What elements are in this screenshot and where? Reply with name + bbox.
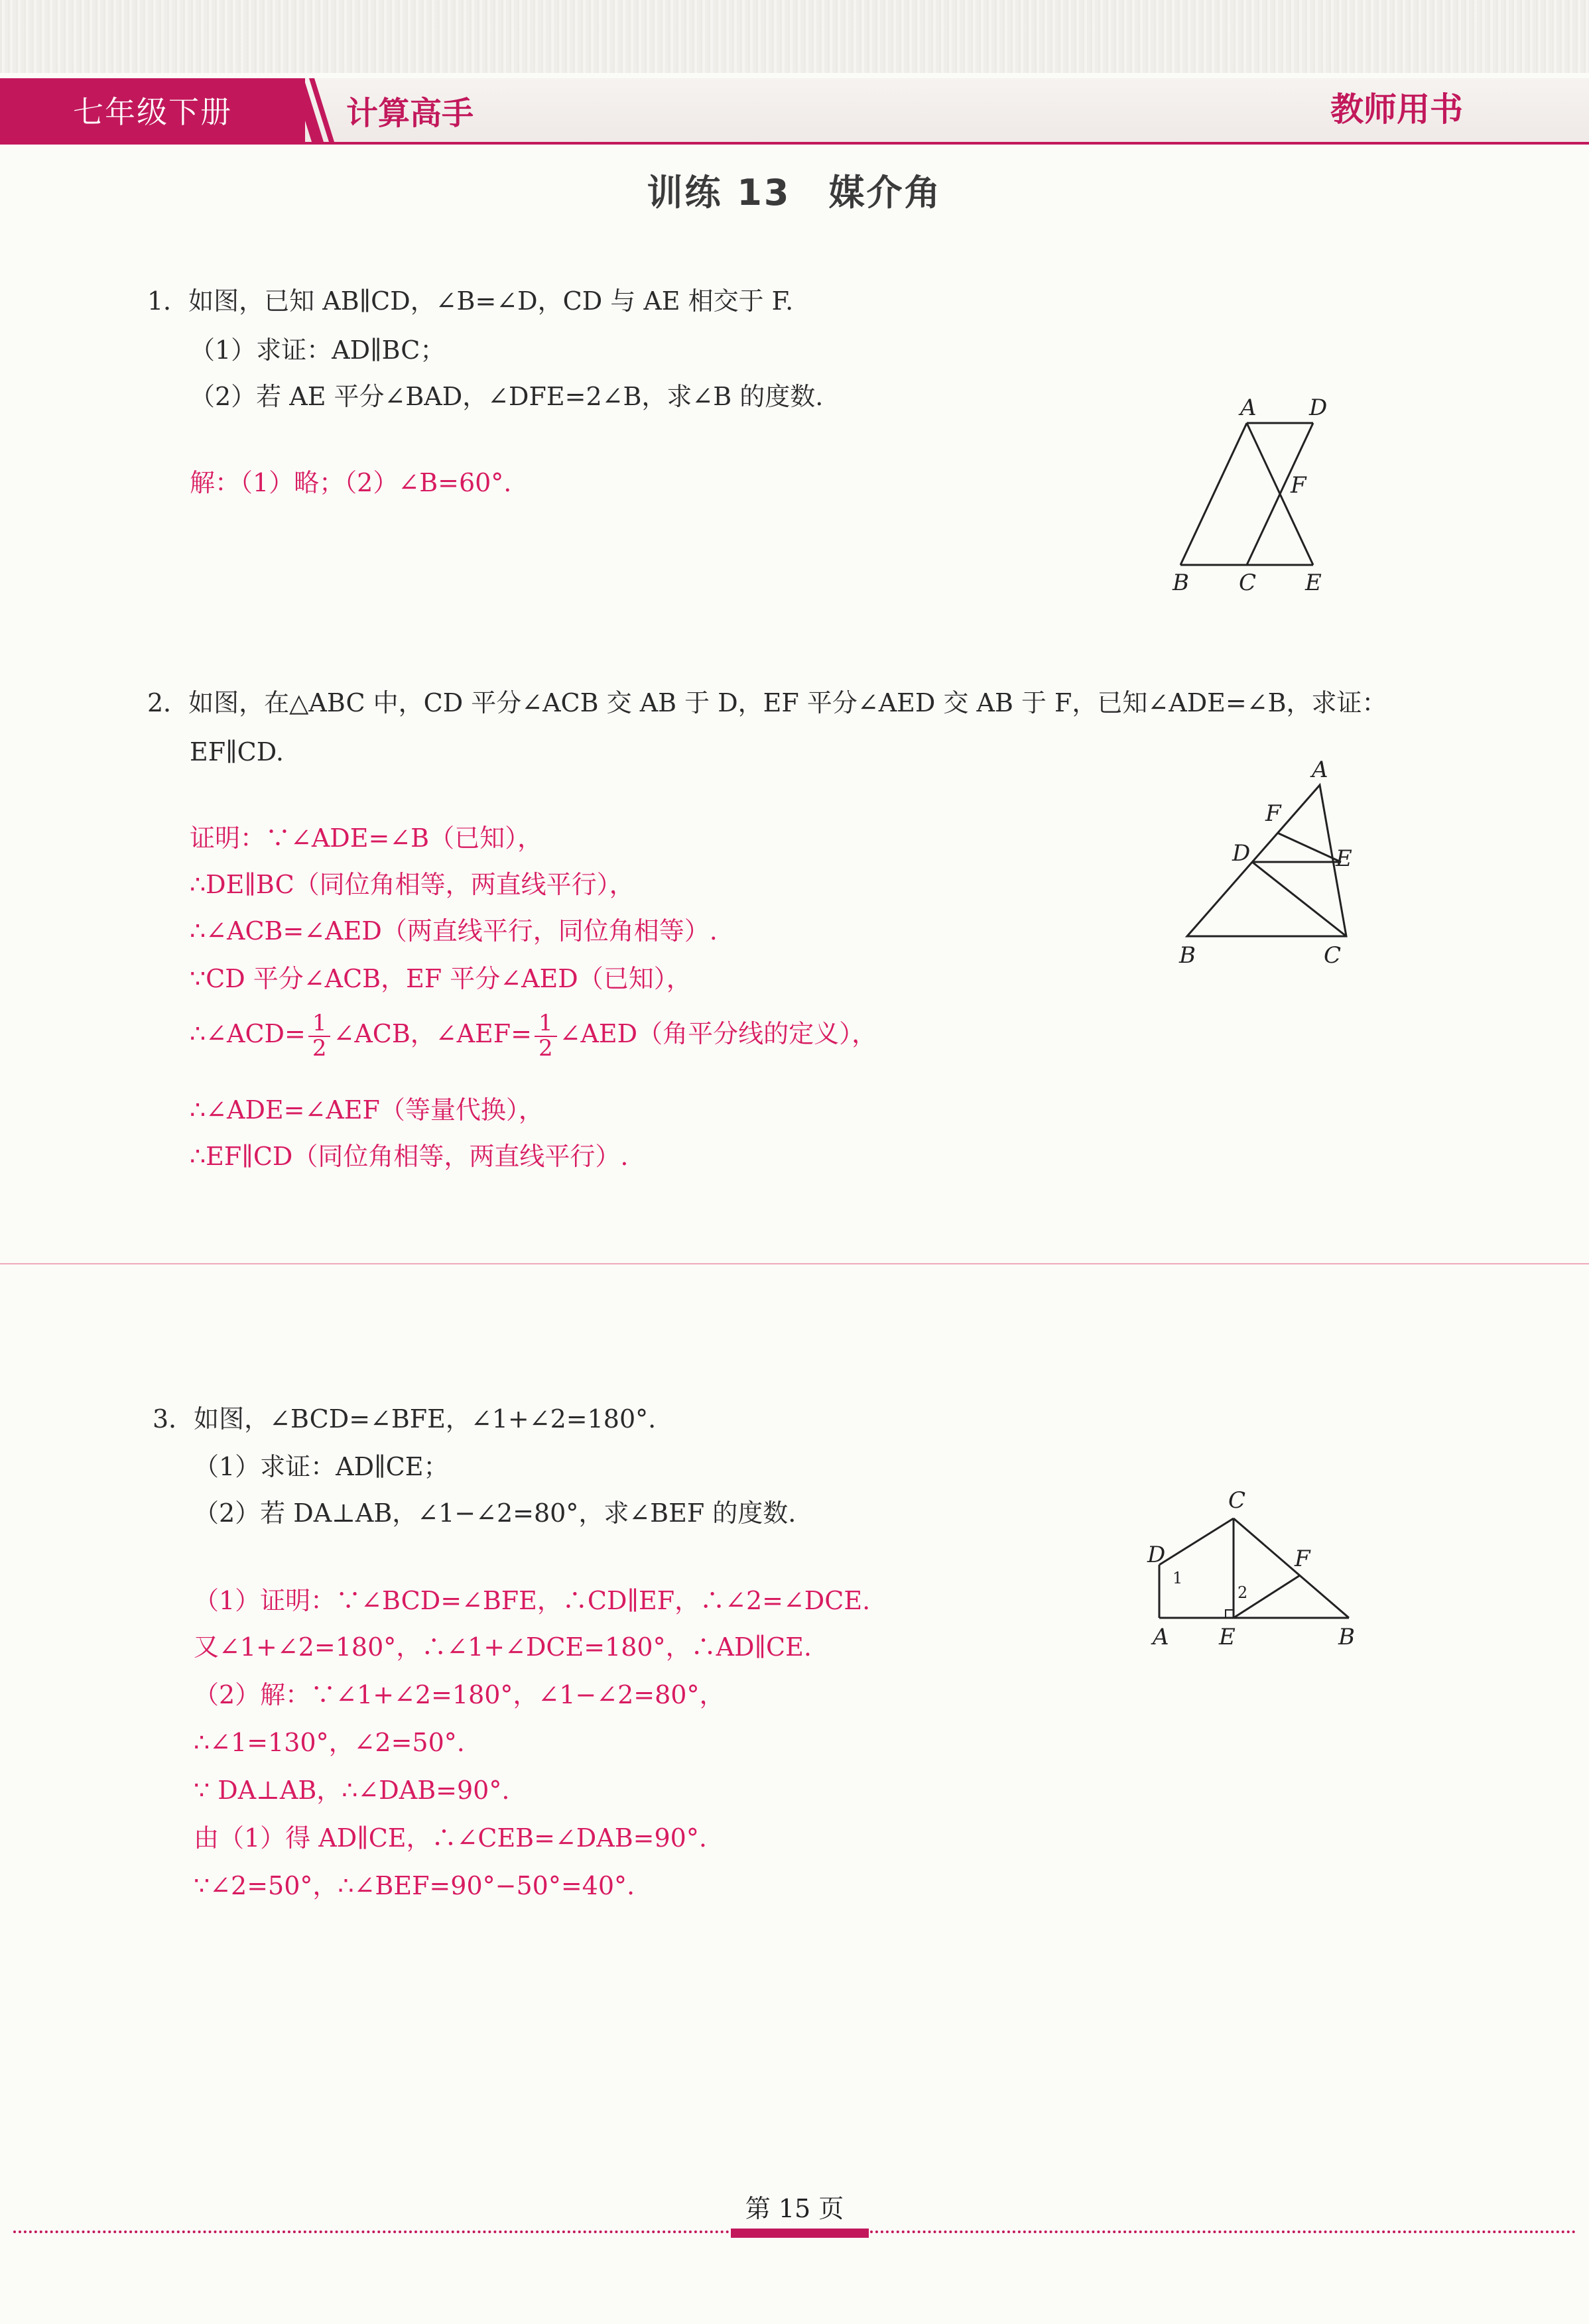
- p1-answer: 解：（1）略；（2）∠B=60°.: [190, 468, 512, 497]
- footer-bar: [731, 2229, 869, 2238]
- fraction-denominator: 2: [539, 1034, 553, 1062]
- p1-question-line-2: （1）求证：AD∥BC；: [190, 336, 446, 365]
- p1-question-line-1: 1．如图，已知 AB∥CD，∠B=∠D，CD 与 AE 相交于 F.: [147, 286, 794, 316]
- page-number: 第 15 页: [745, 2194, 844, 2223]
- teacher-edition-label: 教师用书: [1330, 90, 1463, 129]
- grade-label: 七年级下册: [0, 78, 305, 142]
- p2-label-C: C: [1324, 942, 1342, 969]
- p2-frac-prefix: ∴∠ACD=: [190, 1019, 306, 1049]
- p2-answer-line-2: ∴DE∥BC（同位角相等，两直线平行），: [190, 870, 635, 899]
- p2-figure: [1167, 749, 1366, 975]
- p1-label-C: C: [1239, 570, 1257, 596]
- p3-label-A: A: [1153, 1624, 1169, 1650]
- fraction-numerator: 1: [535, 1012, 557, 1037]
- p3-answer-line-7: ∵∠2=50°，∴∠BEF=90°−50°=40°.: [194, 1871, 635, 1900]
- p2-question-line-1: 2．如图，在△ABC 中，CD 平分∠ACB 交 AB 于 D，EF 平分∠AED 交 AB 于 F，已知∠ADE=∠B，求证：: [147, 688, 1387, 717]
- fraction-half-1: [308, 1012, 331, 1060]
- p3-label-E: E: [1219, 1624, 1236, 1650]
- p1-label-A: A: [1240, 395, 1257, 421]
- page-title: 训练 13 媒介角: [647, 172, 942, 214]
- p1-question-line-3: （2）若 AE 平分∠BAD，∠DFE=2∠B，求∠B 的度数.: [190, 382, 824, 411]
- p3-answer-line-4: ∴∠1=130°，∠2=50°.: [194, 1728, 465, 1757]
- segment-DC: [1159, 1518, 1234, 1565]
- segment-CB: [1234, 1518, 1349, 1618]
- p2-label-E: E: [1336, 845, 1352, 872]
- p2-answer-line-1: 证明：∵∠ADE=∠B（已知），: [190, 824, 543, 853]
- p3-question-line-3: （2）若 DA⊥AB，∠1−∠2=80°，求∠BEF 的度数.: [194, 1498, 796, 1528]
- segment-DC: [1252, 862, 1346, 936]
- p1-label-E: E: [1305, 570, 1322, 596]
- p3-answer-line-6: 由（1）得 AD∥CE，∴∠CEB=∠DAB=90°.: [194, 1823, 707, 1853]
- p3-answer-line-2: 又∠1+∠2=180°，∴∠1+∠DCE=180°，∴AD∥CE.: [194, 1632, 812, 1662]
- p2-frac-suffix: ∠AED（角平分线的定义），: [559, 1019, 877, 1049]
- p3-question-line-1: 3．如图，∠BCD=∠BFE，∠1+∠2=180°.: [153, 1404, 657, 1434]
- p2-label-D: D: [1232, 840, 1251, 867]
- p2-label-F: F: [1265, 800, 1281, 827]
- p2-answer-line-6: ∴EF∥CD（同位角相等，两直线平行）.: [190, 1142, 629, 1171]
- p2-question-line-2: EF∥CD.: [190, 737, 284, 766]
- p2-frac-middle: ∠ACB，∠AEF=: [333, 1019, 532, 1049]
- p2-answer-line-4: ∵CD 平分∠ACB，EF 平分∠AED（已知），: [190, 964, 692, 993]
- p3-answer-line-3: （2）解：∵∠1+∠2=180°，∠1−∠2=80°，: [194, 1680, 725, 1709]
- p3-answer-line-5: ∵ DA⊥AB，∴∠DAB=90°.: [194, 1776, 510, 1805]
- p3-label-C: C: [1228, 1487, 1246, 1514]
- p2-answer-line-5: ∴∠ADE=∠AEF（等量代换），: [190, 1095, 544, 1125]
- p3-label-D: D: [1147, 1542, 1166, 1568]
- p3-label-B: B: [1338, 1624, 1355, 1650]
- footer-dots-left: [13, 2231, 730, 2233]
- paper-texture: [0, 0, 1589, 73]
- series-label: 计算高手: [346, 94, 474, 132]
- p1-label-F: F: [1291, 472, 1306, 499]
- footer-dots-right: [870, 2231, 1576, 2233]
- segment-BA: [1180, 423, 1247, 565]
- p2-answer-line-3: ∴∠ACB=∠AED（两直线平行，同位角相等）.: [190, 916, 718, 946]
- section-divider: [0, 1263, 1589, 1264]
- p3-figure: [1141, 1479, 1366, 1664]
- fraction-denominator: 2: [312, 1034, 327, 1062]
- p3-angle-1: 1: [1173, 1569, 1183, 1587]
- p3-label-F: F: [1295, 1546, 1310, 1572]
- p3-question-line-2: （1）求证：AD∥CE；: [194, 1452, 449, 1481]
- p2-label-B: B: [1179, 942, 1196, 969]
- p1-label-D: D: [1309, 395, 1328, 421]
- p2-answer-fraction-line: [190, 1012, 877, 1060]
- header-slashes: [292, 78, 345, 142]
- right-angle-mark: [1226, 1610, 1234, 1618]
- p1-label-B: B: [1173, 570, 1189, 596]
- p2-label-A: A: [1312, 757, 1328, 783]
- p3-answer-line-1: （1）证明：∵∠BCD=∠BFE，∴CD∥EF，∴∠2=∠DCE.: [194, 1586, 871, 1615]
- fraction-half-2: [535, 1012, 557, 1060]
- p1-figure: [1141, 385, 1340, 597]
- fraction-numerator: 1: [308, 1012, 331, 1037]
- p3-angle-2: 2: [1238, 1583, 1248, 1602]
